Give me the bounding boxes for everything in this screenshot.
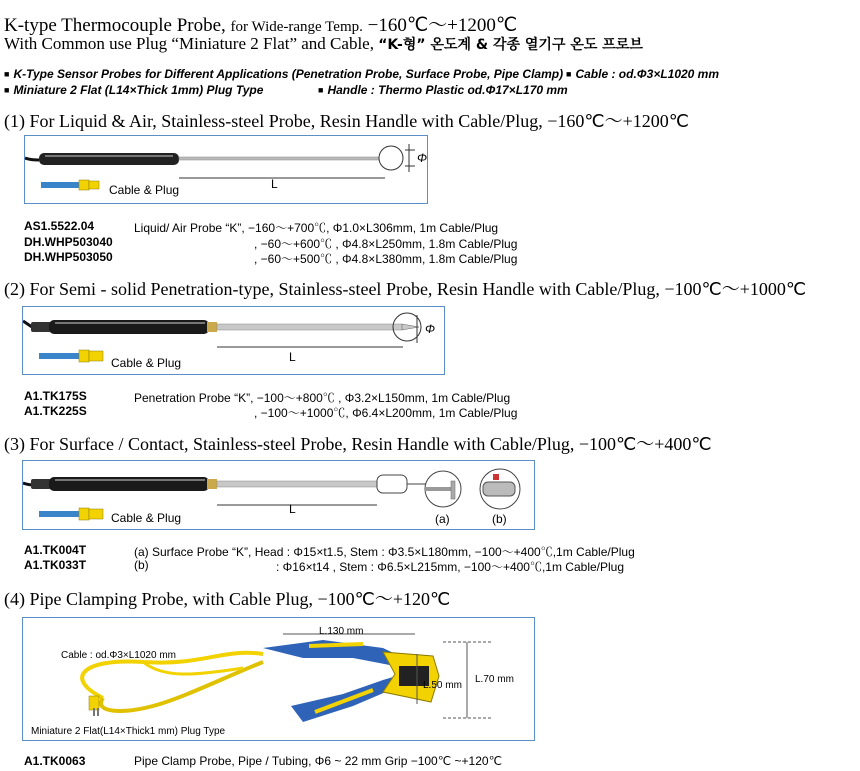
bullet-text: Cable : od.Φ3×L1020 mm <box>575 67 720 81</box>
product-code: A1.TK033T <box>24 558 87 572</box>
subtitle-korean: “K-형” 온도계 & 각종 열기구 온도 프로브 <box>378 37 643 53</box>
plug-cable-blue <box>39 353 79 359</box>
length-label: L <box>271 177 278 191</box>
head-b-body <box>483 482 515 496</box>
product-code: DH.WHP503050 <box>24 250 113 264</box>
diameter-label: Φ <box>425 322 436 336</box>
probe-tip <box>402 324 419 330</box>
bullet-3 <box>4 83 263 97</box>
head-a-stem <box>425 487 451 491</box>
liquid-air-probe-illustration <box>25 136 427 203</box>
clamp-length-label: L.130 mm <box>319 626 364 637</box>
bullet-text: K-Type Sensor Probes for Different Applications (Penetration Probe, Surface Probe, Pipe Clamp) <box>13 67 564 81</box>
section-1-title: (1) For Liquid & Air, Stainless-steel Probe, Resin Handle with Cable/Plug, −160℃～+1200℃ <box>4 111 689 131</box>
cable-plug-label: Cable & Plug <box>111 356 182 370</box>
plug-pin <box>97 708 99 716</box>
product-code: A1.TK004T <box>24 543 87 557</box>
title-temp-range: −160℃～+1200℃ <box>367 15 518 36</box>
plug-body <box>79 508 89 520</box>
section-2-diagram <box>22 306 445 375</box>
cable-plug-label: Cable & Plug <box>109 183 180 197</box>
probe-handle <box>39 153 179 165</box>
section-3-diagram <box>22 460 535 530</box>
length-label: L <box>289 502 296 516</box>
section-4-diagram <box>22 617 535 741</box>
product-code: A1.TK175S <box>24 389 87 403</box>
bullet-1 <box>4 67 563 81</box>
product-desc: Pipe Clamp Probe, Pipe / Tubing, Φ6 ~ 22 mm Grip −100℃ ~+120℃ <box>134 754 503 768</box>
head-a-label: (a) <box>435 512 450 526</box>
bullet-square-icon: ■ <box>4 69 10 79</box>
clamp-plug-body <box>89 696 99 710</box>
head-outline <box>377 475 407 493</box>
section-2-title: (2) For Semi - solid Penetration-type, Stainless-steel Probe, Resin Handle with Cable/Plug, −100℃～+1000℃ <box>4 279 807 299</box>
product-desc: (a) Surface Probe “K”, Head : Φ15×t1.5, Stem : Φ3.5×L180mm, −100～+400℃,1m Cable/Plug <box>134 545 635 559</box>
product-desc: Liquid/ Air Probe “K”, −160～+700℃, Φ1.0×L306mm, 1m Cable/Plug <box>134 221 499 235</box>
plug-cable-blue <box>41 182 79 188</box>
probe-stem <box>217 324 402 330</box>
subtitle-main: With Common use Plug “Miniature 2 Flat” and Cable, <box>4 34 374 53</box>
product-desc: , −100～+1000℃, Φ6.4×L200mm, 1m Cable/Plug <box>254 406 518 420</box>
bullet-square-icon: ■ <box>318 85 324 95</box>
page-title <box>4 10 517 37</box>
penetration-probe-illustration <box>23 307 444 374</box>
product-desc: (b) <box>134 558 149 572</box>
head-b-marker <box>493 474 499 480</box>
probe-stem <box>179 157 379 160</box>
plug-cable-blue <box>39 511 79 517</box>
bullet-4 <box>318 83 568 97</box>
clamp-upper-grip <box>309 644 363 646</box>
probe-stem <box>217 481 377 487</box>
product-desc: , −60～+500℃ , Φ4.8×L380mm, 1.8m Cable/Plug <box>254 252 518 266</box>
product-code: A1.TK0063 <box>24 754 86 768</box>
product-desc-detail: : Φ16×t14 , Stem : Φ6.5×L215mm, −100～+400℃,1m Cable/Plug <box>276 560 625 574</box>
clamp-jaw-label: L.50 mm <box>423 680 462 691</box>
surface-probe-illustration <box>23 461 534 529</box>
clamp-height-label: L.70 mm <box>475 674 514 685</box>
plug-body <box>79 180 89 190</box>
strain-relief <box>31 479 51 489</box>
head-b-label: (b) <box>492 512 507 526</box>
pipe-clamp-illustration <box>23 618 534 740</box>
section-1-diagram <box>24 135 428 204</box>
bullet-text: Miniature 2 Flat (L14×Thick 1mm) Plug Type <box>13 83 264 97</box>
bullet-square-icon: ■ <box>566 69 572 79</box>
page-subtitle <box>4 34 643 54</box>
section-3-title: (3) For Surface / Contact, Stainless-steel Probe, Resin Handle with Cable/Plug, −100℃～+400℃ <box>4 434 712 454</box>
clamp-cable-label: Cable : od.Φ3×L1020 mm <box>61 650 176 661</box>
handle-ferrule <box>207 322 217 332</box>
cable-plug-label: Cable & Plug <box>111 511 182 525</box>
plug-pin <box>93 708 95 716</box>
product-desc: , −60～+600℃ , Φ4.8×L250mm, 1.8m Cable/Plug <box>254 237 518 251</box>
title-main: K-type Thermocouple Probe, <box>4 15 226 36</box>
strain-relief <box>31 322 51 332</box>
plug-head <box>89 509 103 519</box>
product-code: A1.TK225S <box>24 404 87 418</box>
product-desc: Penetration Probe “K”, −100～+800℃ , Φ3.2×L150mm, 1m Cable/Plug <box>134 391 511 405</box>
plug-head <box>89 351 103 361</box>
product-code: DH.WHP503040 <box>24 235 113 249</box>
bullet-square-icon: ■ <box>4 85 10 95</box>
bullet-2 <box>566 67 719 81</box>
handle-highlight <box>55 479 205 481</box>
probe-cable <box>25 158 39 160</box>
bullet-text: Handle : Thermo Plastic od.Φ17×L170 mm <box>327 83 568 97</box>
clamp-plug-label: Miniature 2 Flat(L14×Thick1 mm) Plug Type <box>31 726 226 737</box>
section-4-title: (4) Pipe Clamping Probe, with Cable Plug, −100℃～+120℃ <box>4 589 451 609</box>
length-label: L <box>289 350 296 364</box>
plug-body <box>79 350 89 362</box>
title-temp-label: for Wide-range Temp. <box>230 19 363 35</box>
plug-head <box>89 181 99 189</box>
diameter-detail-circle <box>379 146 403 170</box>
diameter-label: Φ <box>417 151 428 165</box>
handle-highlight <box>55 322 205 324</box>
product-code: AS1.5522.04 <box>24 219 95 233</box>
handle-highlight <box>45 155 173 157</box>
head-a-disk <box>451 481 455 499</box>
handle-ferrule <box>207 479 217 489</box>
